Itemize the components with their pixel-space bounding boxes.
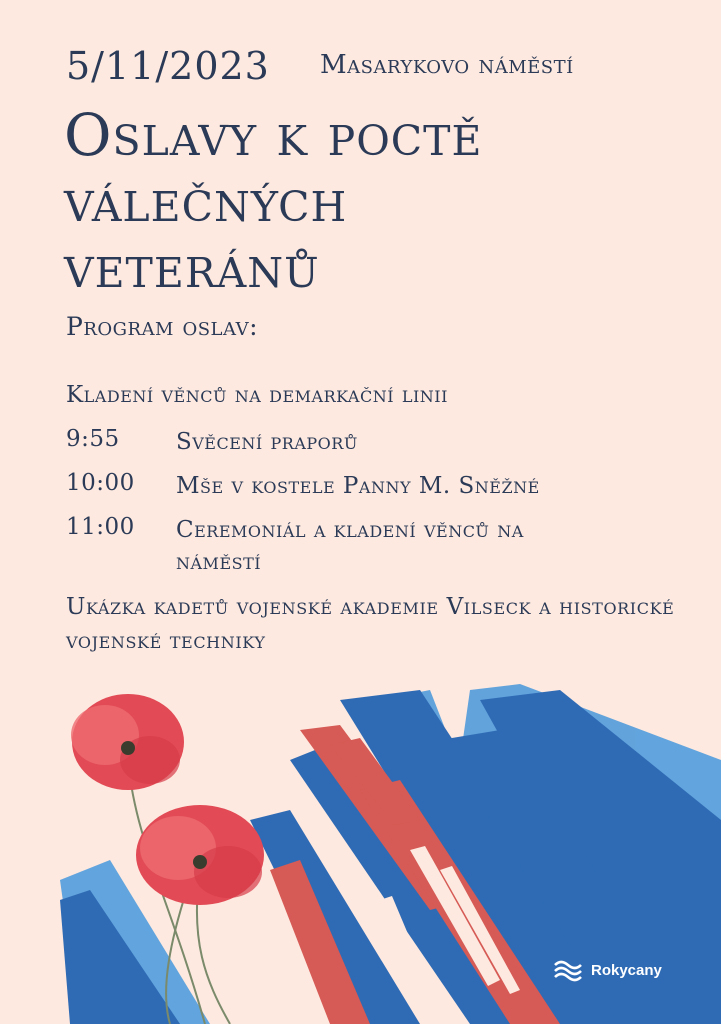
event-date: 5/11/2023 — [66, 44, 270, 88]
schedule-time: 9:55 — [66, 426, 120, 452]
title-line: veteránů — [64, 233, 320, 301]
schedule-event: Svěcení praporů — [176, 429, 358, 455]
event-place: Masarykovo náměstí — [320, 50, 574, 80]
schedule-event: Mše v kostele Panny M. Sněžné — [176, 473, 540, 499]
program-heading: Program oslav: — [66, 312, 259, 341]
title-line: válečných — [64, 167, 348, 235]
closing-text: Ukázka kadetů vojenské akademie Vilseck a historické vojenské techniky — [66, 594, 675, 654]
rokycany-logo — [551, 955, 662, 985]
logo-text: Rokycany — [591, 961, 662, 979]
schedule-time: 10:00 — [66, 470, 135, 496]
program-intro-item: Kladení věnců na demarkační linii — [66, 382, 448, 408]
poppy-flower — [71, 694, 184, 790]
title-line: Oslavy k poctě — [64, 101, 483, 169]
schedule-event: Ceremoniál a kladení věnců na náměstí — [176, 517, 524, 575]
poppy-flower — [136, 805, 264, 905]
schedule-time: 11:00 — [66, 514, 135, 540]
rokycany-wave-logo-icon — [551, 955, 585, 985]
